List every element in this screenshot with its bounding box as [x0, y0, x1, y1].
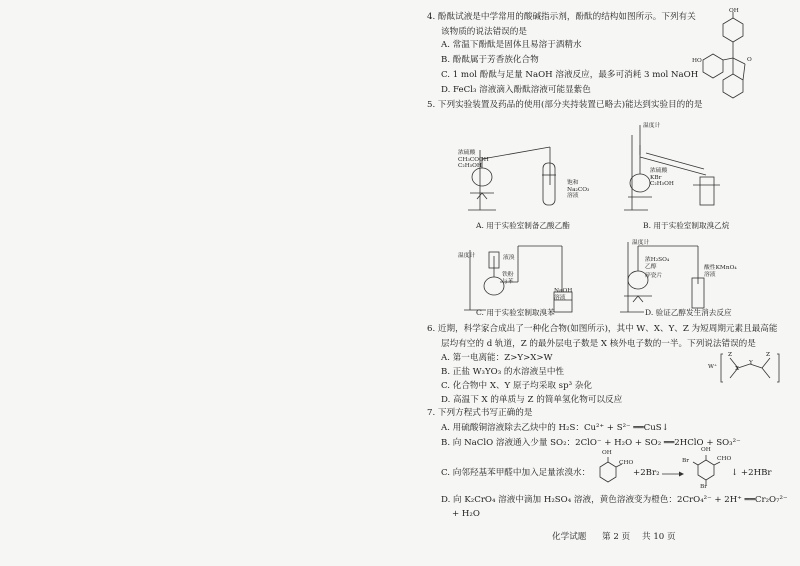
footer-subject: 化学试题: [552, 532, 587, 542]
q4-stem-line1: 4. 酚酞试液是中学常用的酸碱指示剂，酚酞的结构如图所示。下列有关: [427, 12, 696, 22]
apparatus-d-caption: D. 验证乙醇发生消去反应: [645, 308, 732, 317]
q5-stem: 5. 下列实验装置及药品的使用(部分夹持装置已略去)能达到实验目的的是: [427, 100, 703, 110]
phenolphthalein-oh-top: OH: [729, 8, 739, 14]
q6-option-a: A. 第一电离能：Z>Y>X>W: [441, 353, 553, 363]
q7-option-c-plus: +2Br₂: [633, 468, 660, 478]
footer-page: 第 2 页: [602, 532, 631, 542]
apparatus-c-iron-benzene: 铁粉 与苯: [502, 272, 514, 285]
footer-total: 共 10 页: [642, 532, 676, 542]
q4-option-c: C. 1 mol 酚酞与足量 NaOH 溶液反应，最多可消耗 3 mol NaOH: [441, 70, 699, 80]
q6-option-d: D. 高温下 X 的单质与 Z 的简单氢化物可以反应: [441, 395, 623, 405]
apparatus-c-naoh: NaOH 溶液: [554, 288, 573, 301]
q7-product-br2: Br: [700, 484, 708, 490]
q6-option-c: C. 化合物中 X、Y 原子均采取 sp³ 杂化: [441, 381, 592, 391]
q7-option-d-line2: + H₂O: [452, 509, 480, 519]
q4-option-d: D. FeCl₃ 溶液滴入酚酞溶液可能显紫色: [441, 85, 591, 95]
apparatus-a-caption: A. 用于实验室制备乙酸乙酯: [476, 221, 570, 230]
apparatus-b-thermometer: 温度计: [643, 123, 661, 129]
q7-product-oh: OH: [701, 447, 711, 453]
q6-option-b: B. 正盐 W₃YO₃ 的水溶液呈中性: [441, 367, 565, 377]
q7-option-d-line1: D. 向 K₂CrO₄ 溶液中滴加 H₂SO₄ 溶液，黄色溶液变为橙色：2CrO₄²⁻ + 2H⁺ ══Cr₂O₇²⁻: [441, 495, 788, 505]
q7-reactant-oh: OH: [602, 450, 612, 456]
q4-stem-line2: 该物质的说法错误的是: [441, 27, 527, 37]
apparatus-b-bromoethane: [618, 115, 728, 215]
q6-struct-w: W⁺: [708, 364, 718, 370]
q7-option-c-lead: C. 向邻羟基苯甲醛中加入足量浓溴水：: [441, 468, 591, 478]
q7-product-br1: Br: [682, 458, 690, 464]
q6-stem-line2: 层均有空的 d 轨道，Z 的最外层电子数是 X 核外电子数的一半。下列说法错误的是: [441, 339, 756, 349]
q6-struct-y: Y: [749, 360, 753, 366]
apparatus-c-thermometer: 温度计: [458, 253, 476, 259]
apparatus-a-reagents: 浓硫酸 CH₃COOH C₂H₅OH: [458, 150, 489, 170]
apparatus-d-reagents: 浓H₂SO₄ 乙醇: [645, 257, 670, 270]
apparatus-a-receiver: 饱和 Na₂CO₃ 溶液: [567, 180, 590, 200]
apparatus-d-kmno4: 酸性KMnO₄ 溶液: [704, 265, 737, 278]
q6-struct-z1: Z: [728, 352, 733, 358]
q7-reactant-cho: CHO: [619, 460, 634, 466]
apparatus-c-bromobenzene: [462, 238, 582, 318]
apparatus-c-bromine: 液溴: [503, 255, 515, 261]
q6-struct-z2: Z: [766, 352, 771, 358]
apparatus-b-caption: B. 用于实验室制取溴乙烷: [643, 221, 730, 230]
q7-option-b: B. 向 NaClO 溶液通入少量 SO₂：2ClO⁻ + H₂O + SO₂ ══2HClO + SO₃²⁻: [441, 438, 741, 448]
q4-option-b: B. 酚酞属于芳香族化合物: [441, 55, 539, 65]
q6-struct-x: X: [735, 366, 740, 372]
q7-stem: 7. 下列方程式书写正确的是: [427, 408, 533, 418]
phenolphthalein-ho-left: HO: [692, 58, 702, 64]
q7-reaction-arrow: [662, 471, 684, 477]
q6-stem-line1: 6. 近期，科学家合成出了一种化合物(如图所示)，其中 W、X、Y、Z 为短周期元素且最高能: [427, 324, 778, 334]
q7-product-cho: CHO: [717, 456, 732, 462]
q7-option-c-right: ↓ +2HBr: [731, 468, 772, 478]
q4-option-a: A. 常温下酚酞是固体且易溶于酒精水: [441, 40, 582, 50]
apparatus-d-chip: 碎瓷片: [645, 273, 663, 279]
phenolphthalein-structure: [693, 8, 773, 98]
apparatus-b-reagents: 浓硫酸 KBr C₂H₅OH: [650, 168, 674, 188]
phenolphthalein-o-ring: O: [747, 57, 752, 63]
apparatus-c-caption: C. 用于实验室制取溴苯: [476, 308, 555, 317]
apparatus-d-thermometer: 温度计: [632, 240, 650, 246]
q7-option-a: A. 用硫酸铜溶液除去乙炔中的 H₂S：Cu²⁺ + S²⁻ ══CuS↓: [441, 423, 669, 433]
